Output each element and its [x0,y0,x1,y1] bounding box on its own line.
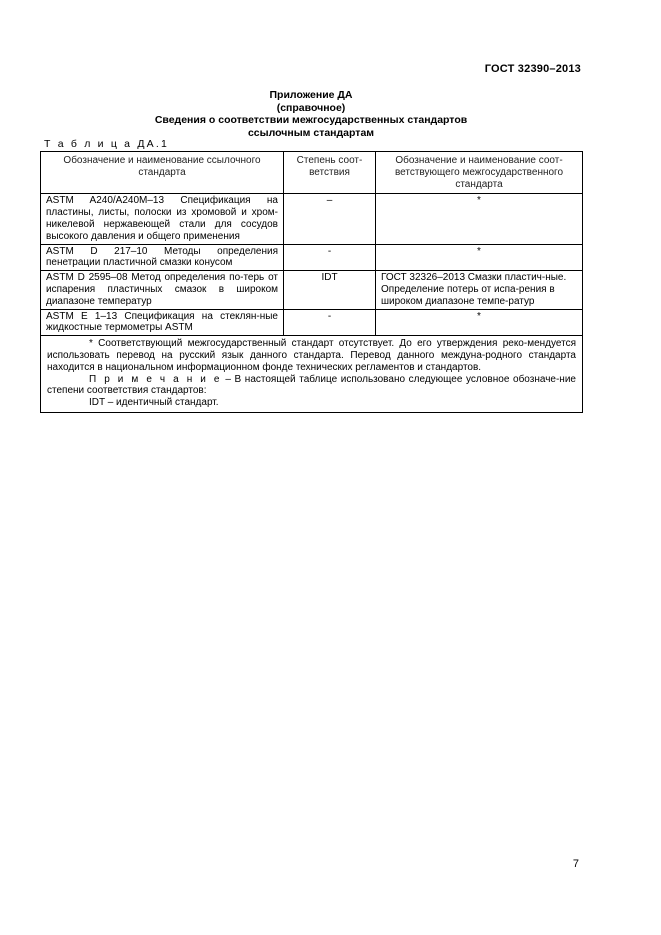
ref-standard-cell: ASTM D 217–10 Методы определения пенетрации пластичной смазки конусом [41,244,284,271]
header-degree: Степень соот-ветствия [284,152,376,194]
table-footnote-cell [41,336,583,413]
annex-heading-line1: Сведения о соответствии межгосударственных стандартов [154,114,468,126]
table-row [41,271,583,309]
ref-standard-cell: ASTM D 2595–08 Метод определения по-терь от испарения пластичных смазок в широком диапазоне температур [41,271,284,309]
table-row [41,309,583,336]
ref-standard-cell: ASTM A240/A240M–13 Спецификация на пластины, листы, полоски из хромовой и хром-никелевой нержавеющей стали для сосудов высокого давления и общего применения [41,194,284,244]
degree-cell: - [284,244,376,271]
gost-cell: ГОСТ 32326–2013 Смазки пластич-ные. Определение потерь от испа-рения в широком диапазоне темпе-ратур [376,271,583,309]
gost-cell: * [376,244,583,271]
degree-cell: - [284,309,376,336]
note-text: – В настоящей таблице использовано следующее условное обозначе-ние степени соответствия стандартов: [47,373,576,397]
annex-title: Приложение ДА [269,89,353,101]
idt-definition: IDT – идентичный стандарт. [89,397,219,409]
degree-cell: – [284,194,376,244]
note-label: П р и м е ч а н и е [89,373,222,385]
annex-type: (справочное) [276,101,346,114]
page-number: 7 [572,858,579,870]
standards-table [40,151,583,413]
annex-heading-line2: ссылочным стандартам [247,126,375,139]
annex-title-block [40,89,582,139]
table-caption: Т а б л и ц а ДА.1 [44,138,170,150]
document-code: ГОСТ 32390–2013 [484,63,581,75]
ref-standard-cell: ASTM E 1–13 Спецификация на стеклян-ные жидкостные термометры ASTM [41,309,284,336]
table-row [41,194,583,244]
table-row [41,244,583,271]
note-paragraph [47,374,576,398]
footnote-text: * Соответствующий межгосударственный стандарт отсутствует. До его утверждения реко-мендуется использовать перевод на русский язык данного стандарта. Перевод данного междуна-родного стандарта находится в национальном информационном фонде технических регламентов и стандартов. [47,338,576,373]
degree-cell: IDT [284,271,376,309]
header-ref-standard: Обозначение и наименование ссылочного стандарта [41,152,284,194]
gost-cell: * [376,309,583,336]
header-gost-standard: Обозначение и наименование соот-ветствующего межгосударственного стандарта [376,152,583,194]
gost-cell: * [376,194,583,244]
table-footnote-row [41,336,583,413]
table-header-row [41,152,583,194]
